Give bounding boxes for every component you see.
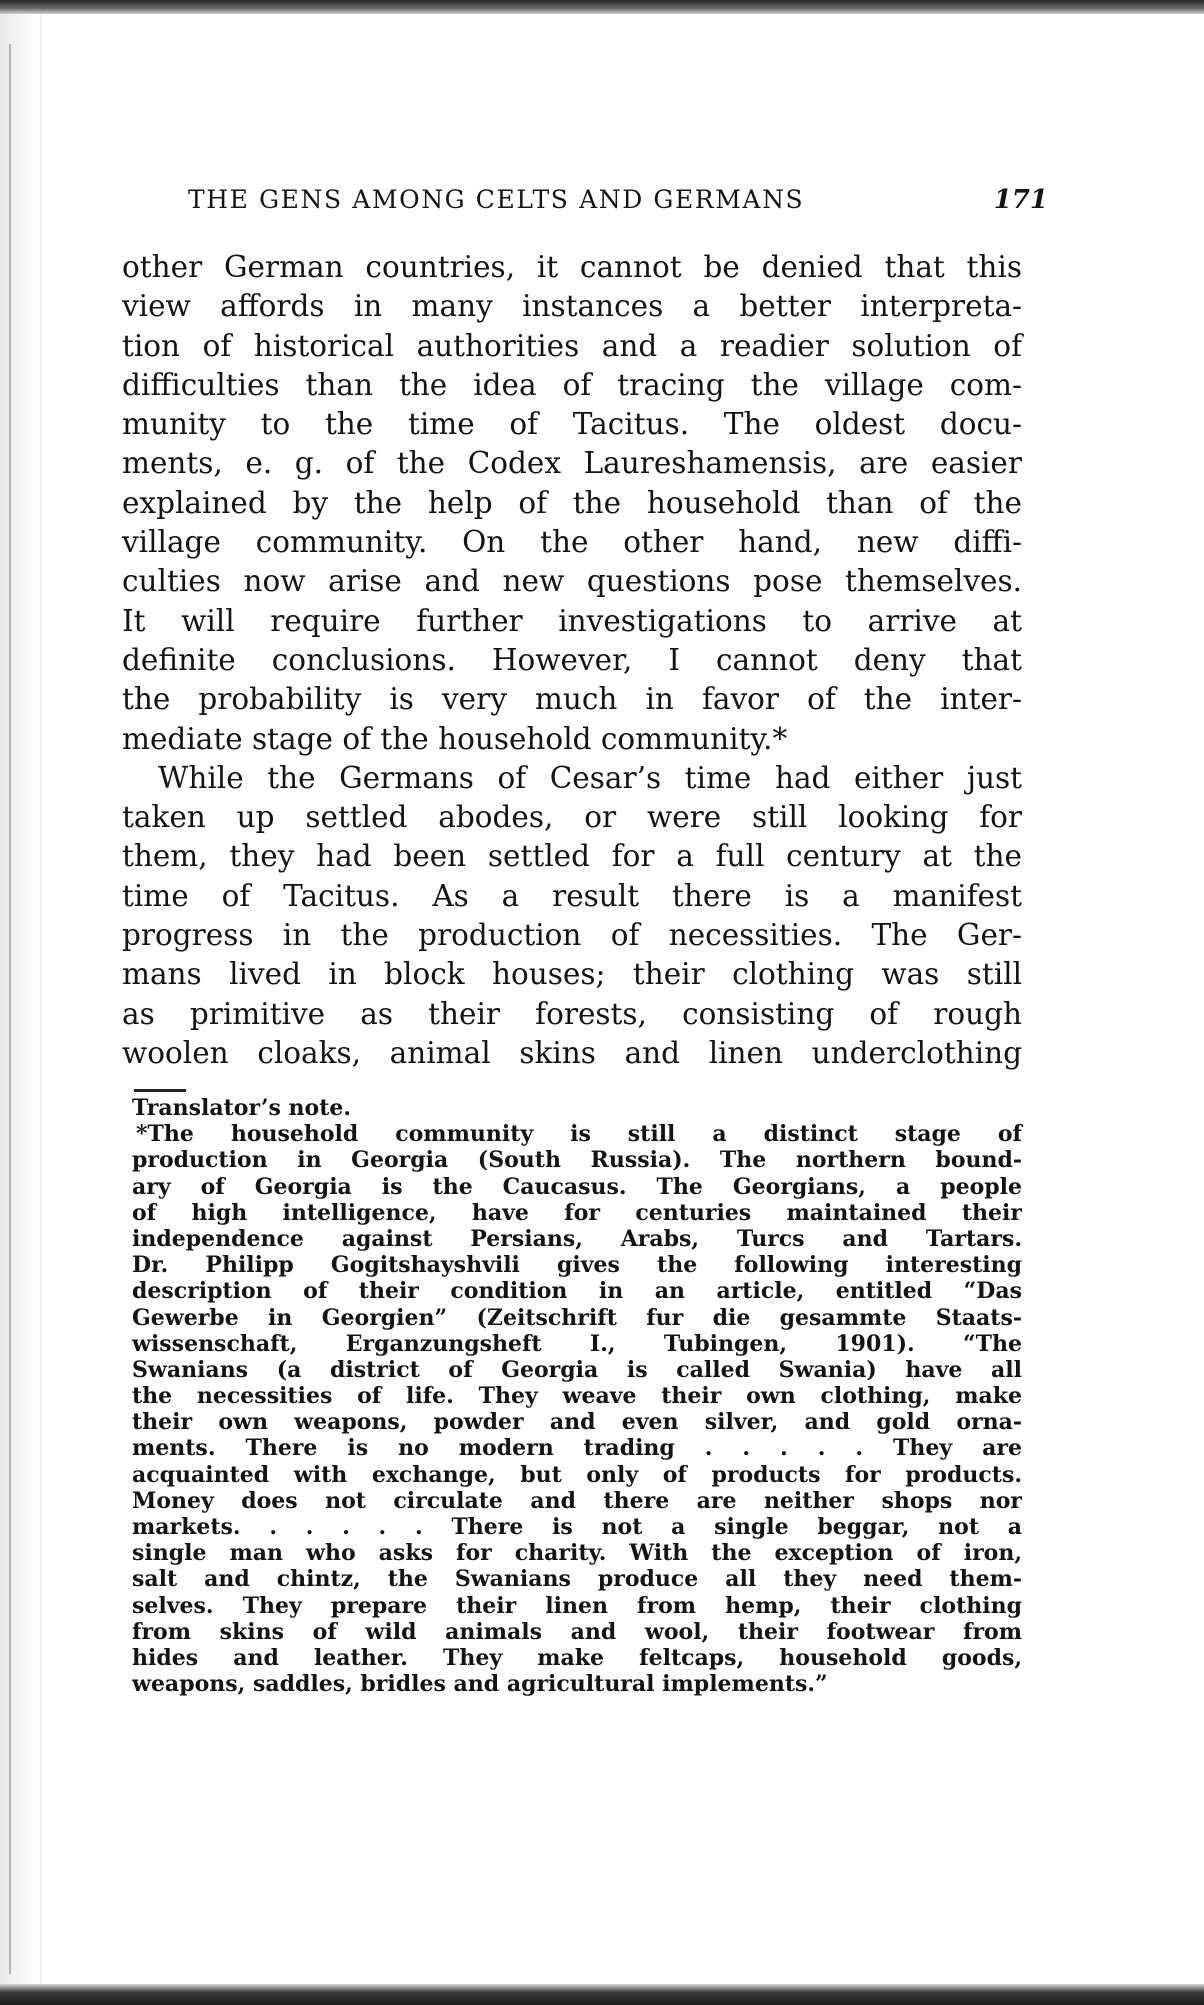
text-line: mans lived in block houses; their clothing was still (122, 957, 1022, 992)
footnote-line: weapons, saddles, bridles and agricultural implements.” (132, 1671, 828, 1698)
text-line: village community. On the other hand, new diffi- (122, 525, 1022, 560)
running-head (188, 185, 1048, 221)
footnote-line: ary of Georgia is the Caucasus. The Georgians, a people (132, 1173, 1022, 1200)
footnote-line: hides and leather. They make feltcaps, household goods, (132, 1644, 1022, 1671)
text-line: taken up settled abodes, or were still looking for (122, 800, 1022, 835)
text-line: the probability is very much in favor of the inter- (122, 682, 1022, 717)
footnote-line: wissenschaft, Erganzungsheft I., Tubingen, 1901). “The (132, 1330, 1022, 1357)
text-line: other German countries, it cannot be denied that this (122, 250, 1022, 284)
text-line: munity to the time of Tacitus. The oldest docu- (122, 407, 1022, 442)
chapter-title: THE GENS AMONG CELTS AND GERMANS (188, 185, 805, 214)
text-line: mediate stage of the household community.* (122, 721, 788, 756)
footnote-line: selves. They prepare their linen from hemp, their clothing (132, 1592, 1022, 1619)
page-number: 171 (993, 185, 1048, 215)
scan-border-top (0, 0, 1204, 14)
footnote-line: ments. There is no modern trading . . . . . They are (132, 1435, 1022, 1462)
footnote-line: acquainted with exchange, but only of products for products. (132, 1461, 1022, 1488)
footnote-line: single man who asks for charity. With the exception of iron, (132, 1540, 1022, 1567)
footnote-line: their own weapons, powder and even silver, and gold orna- (132, 1409, 1022, 1436)
footnote-line: the necessities of life. They weave their own clothing, make (132, 1383, 1022, 1410)
text-line: time of Tacitus. As a result there is a manifest (122, 878, 1022, 913)
footnote-line: salt and chintz, the Swanians produce all they need them- (132, 1566, 1022, 1593)
footnote-line: *The household community is still a distinct stage of (136, 1121, 1022, 1148)
text-line: explained by the help of the household than of the (122, 485, 1022, 520)
text-line: difficulties than the idea of tracing the village com- (122, 367, 1022, 402)
book-spine-shadow (0, 14, 41, 1984)
footnote-line: of high intelligence, have for centuries maintained their (132, 1199, 1022, 1226)
text-line: definite conclusions. However, I cannot deny that (122, 642, 1022, 677)
footnote-line: production in Georgia (South Russia). The northern bound- (132, 1147, 1022, 1174)
spine-edge-line (9, 44, 11, 1974)
text-line: culties now arise and new questions pose themselves. (122, 564, 1022, 599)
footnote-rule (134, 1089, 186, 1092)
footnote-heading: Translator’s note. (132, 1095, 352, 1121)
text-line: view affords in many instances a better interpreta- (122, 289, 1022, 324)
text-line: progress in the production of necessities. The Ger- (122, 918, 1022, 953)
text-line: ments, e. g. of the Codex Laureshamensis, are easier (122, 446, 1022, 481)
text-line: as primitive as their forests, consisting of rough (122, 996, 1022, 1031)
footnote-line: Gewerbe in Georgien” (Zeitschrift fur die gesammte Staats- (132, 1304, 1022, 1331)
footnote-line: from skins of wild animals and wool, their footwear from (132, 1618, 1022, 1645)
footnote-line: independence against Persians, Arabs, Turcs and Tartars. (132, 1225, 1022, 1252)
text-line: While the Germans of Cesar’s time had either just (158, 760, 1022, 795)
text-line: woolen cloaks, animal skins and linen underclothing (122, 1035, 1022, 1070)
main-text (122, 248, 1022, 1073)
footnote-line: Money does not circulate and there are neither shops nor (132, 1487, 1022, 1514)
footnote-line: description of their condition in an article, entitled “Das (132, 1278, 1022, 1305)
scan-border-bottom (0, 1984, 1204, 2005)
footnote-line: Dr. Philipp Gogitshayshvili gives the following interesting (132, 1252, 1022, 1279)
footnote-line: markets. . . . . . There is not a single beggar, not a (132, 1514, 1022, 1540)
text-line: them, they had been settled for a full century at the (122, 839, 1022, 874)
text-line: It will require further investigations to arrive at (122, 603, 1022, 638)
text-line: tion of historical authorities and a readier solution of (122, 328, 1022, 363)
translator-footnote (132, 1095, 1022, 1697)
footnote-line: Swanians (a district of Georgia is called Swania) have all (132, 1356, 1022, 1383)
